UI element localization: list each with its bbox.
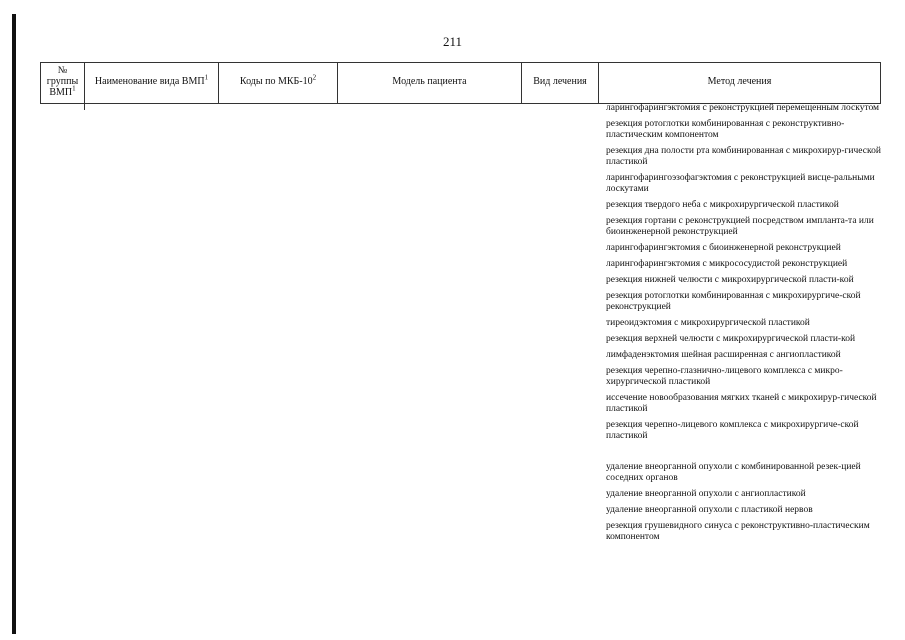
list-item: удаление внеорганной опухоли с ангиопластикой <box>606 489 806 499</box>
list-item: резекция грушевидного синуса с реконструктивно-пластическим компонентом <box>606 521 870 542</box>
list-item: резекция черепно-глазнично-лицевого комплекса с микро-хирургической пластикой <box>606 366 843 387</box>
list-item: ларингофарингоэзофагэктомия с реконструкцией висце-ральными лоскутами <box>606 173 875 194</box>
header-patient-model-text: Модель пациента <box>392 76 467 87</box>
header-group-number-line1: № <box>57 65 68 76</box>
left-margin-bar <box>12 14 16 634</box>
list-item: иссечение новообразования мягких тканей с микрохирур-гической пластикой <box>606 393 877 414</box>
header-vmp-name-sup: 1 <box>204 73 209 82</box>
header-group-number <box>40 63 84 103</box>
header-vmp-name <box>84 63 218 103</box>
treatment-methods-list <box>606 103 882 548</box>
header-mkb-codes <box>218 63 337 103</box>
list-item: удаление внеорганной опухоли с пластикой нервов <box>606 505 813 515</box>
header-treatment-method-text: Метод лечения <box>707 76 772 87</box>
header-treatment-method <box>598 63 881 103</box>
header-group-number-line3 <box>41 84 84 98</box>
header-patient-model <box>337 63 521 103</box>
list-item: удаление внеорганной опухоли с комбинированной резек-цией соседних органов <box>606 462 861 483</box>
list-item: ларингофарингэктомия с микрососудистой реконструкцией <box>606 259 848 269</box>
header-group-number-line2: группы <box>46 76 79 87</box>
list-item: резекция ротоглотки комбинированная с микрохирургиче-ской реконструкцией <box>606 291 861 312</box>
list-item: резекция черепно-лицевого комплекса с микрохирургиче-ской пластикой <box>606 420 859 441</box>
list-item: резекция ротоглотки комбинированная с реконструктивно-пластическим компонентом <box>606 119 845 140</box>
header-vmp-name-text: Наименование вида ВМП <box>94 76 205 87</box>
list-item: резекция нижней челюсти с микрохирургической пласти-кой <box>606 275 854 285</box>
list-item: резекция твердого неба с микрохирургической пластикой <box>606 200 839 210</box>
column-divider <box>84 102 85 110</box>
page-number: 211 <box>442 34 463 49</box>
header-treatment-type-text: Вид лечения <box>533 76 587 87</box>
header-group-number-sup: 1 <box>72 84 76 93</box>
list-item: тиреоидэктомия с микрохирургической пластикой <box>606 318 810 328</box>
list-item: лимфаденэктомия шейная расширенная с ангиопластикой <box>606 350 841 360</box>
header-group-number-line3-text: ВМП <box>49 87 73 98</box>
list-item: резекция дна полости рта комбинированная с микрохирур-гической пластикой <box>606 146 881 167</box>
header-treatment-type <box>521 63 598 103</box>
list-item: ларингофарингэктомия с биоинженерной реконструкцией <box>606 243 841 253</box>
list-item: резекция верхней челюсти с микрохирургической пласти-кой <box>606 334 856 344</box>
list-item: резекция гортани с реконструкцией посредством импланта-та или биоинженерной реконструкцией <box>606 216 874 237</box>
header-mkb-codes-sup: 2 <box>312 73 317 82</box>
table-header <box>40 62 881 104</box>
list-item: ларингофарингэктомия с реконструкцией перемещенным лоскутом <box>606 103 880 113</box>
header-mkb-codes-text: Коды по МКБ-10 <box>239 76 313 87</box>
